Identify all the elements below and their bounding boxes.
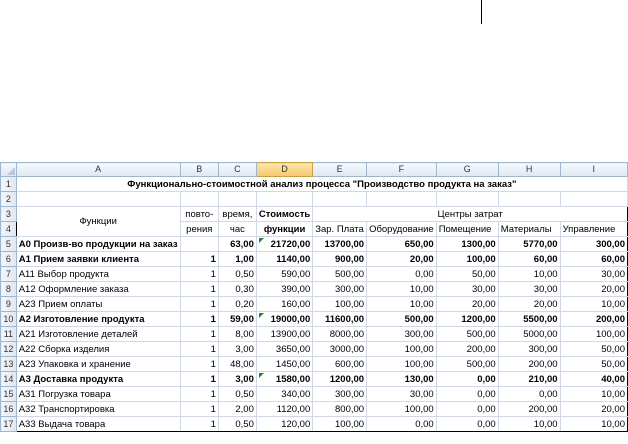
header-cost-centers-cell[interactable]: Центры затрат xyxy=(313,207,628,222)
management-cell[interactable]: 30,00 xyxy=(560,267,627,282)
salary-cell[interactable]: 500,00 xyxy=(313,267,367,282)
repeats-cell[interactable]: 1 xyxy=(180,252,218,267)
cost-cell[interactable]: 590,00 xyxy=(256,267,312,282)
cost-cell[interactable]: 13900,00 xyxy=(256,327,312,342)
time-cell[interactable]: 63,00 xyxy=(218,237,256,252)
header-time-cell[interactable]: час xyxy=(218,222,256,237)
equipment-cell[interactable]: 100,00 xyxy=(367,402,437,417)
time-cell[interactable]: 59,00 xyxy=(218,312,256,327)
salary-cell[interactable]: 300,00 xyxy=(313,387,367,402)
time-cell[interactable]: 3,00 xyxy=(218,372,256,387)
management-cell[interactable]: 10,00 xyxy=(560,417,627,432)
management-cell[interactable]: 40,00 xyxy=(560,372,627,387)
column-header-g[interactable]: G xyxy=(436,163,498,177)
cell[interactable] xyxy=(256,192,312,207)
cost-cell[interactable]: 1450,00 xyxy=(256,357,312,372)
premises-cell[interactable]: 1300,00 xyxy=(436,237,498,252)
function-name-cell[interactable]: А11 Выбор продукта xyxy=(16,267,180,282)
cost-cell[interactable] xyxy=(256,237,312,252)
repeats-cell[interactable]: 1 xyxy=(180,327,218,342)
time-cell[interactable]: 1,00 xyxy=(218,252,256,267)
header-management-cell[interactable]: Управление xyxy=(560,222,627,237)
cost-value: 21720,00 xyxy=(270,238,311,250)
premises-cell[interactable]: 0,00 xyxy=(436,402,498,417)
column-header-f[interactable]: F xyxy=(367,163,437,177)
salary-cell[interactable]: 100,00 xyxy=(313,417,367,432)
equipment-cell[interactable]: 100,00 xyxy=(367,342,437,357)
premises-cell[interactable]: 200,00 xyxy=(436,342,498,357)
time-cell[interactable]: 0,30 xyxy=(218,282,256,297)
cost-cell[interactable]: 120,00 xyxy=(256,417,312,432)
sheet-row xyxy=(1,282,628,297)
equipment-cell[interactable]: 10,00 xyxy=(367,282,437,297)
row-header[interactable]: 5 xyxy=(1,237,17,252)
function-name-cell[interactable]: А31 Погрузка товара xyxy=(16,387,180,402)
time-cell[interactable]: 0,20 xyxy=(218,297,256,312)
cost-cell[interactable]: 340,00 xyxy=(256,387,312,402)
sheet-row xyxy=(1,312,628,327)
equipment-cell[interactable]: 10,00 xyxy=(367,297,437,312)
sheet-row xyxy=(1,192,628,207)
sheet-row xyxy=(1,297,628,312)
premises-cell[interactable]: 500,00 xyxy=(436,357,498,372)
repeats-cell[interactable]: 1 xyxy=(180,387,218,402)
time-cell[interactable]: 8,00 xyxy=(218,327,256,342)
row-header[interactable]: 8 xyxy=(1,282,17,297)
materials-cell[interactable]: 5770,00 xyxy=(498,237,560,252)
sheet-row xyxy=(1,207,628,222)
row-header[interactable]: 14 xyxy=(1,372,17,387)
sheet-row xyxy=(1,327,628,342)
management-cell[interactable]: 300,00 xyxy=(560,237,627,252)
cell[interactable] xyxy=(560,192,627,207)
select-all-icon xyxy=(7,167,15,175)
salary-cell[interactable]: 11600,00 xyxy=(313,312,367,327)
salary-cell[interactable]: 600,00 xyxy=(313,357,367,372)
column-header-h[interactable]: H xyxy=(498,163,560,177)
cost-cell[interactable]: 1120,00 xyxy=(256,402,312,417)
column-header-a[interactable]: A xyxy=(16,163,180,177)
cell[interactable] xyxy=(498,192,560,207)
row-header[interactable]: 4 xyxy=(1,222,17,237)
materials-cell[interactable]: 210,00 xyxy=(498,372,560,387)
equipment-cell[interactable]: 100,00 xyxy=(367,357,437,372)
repeats-cell[interactable]: 1 xyxy=(180,402,218,417)
materials-cell[interactable]: 0,00 xyxy=(498,387,560,402)
salary-cell[interactable]: 300,00 xyxy=(313,282,367,297)
salary-cell[interactable]: 13700,00 xyxy=(313,237,367,252)
sheet-row xyxy=(1,357,628,372)
premises-cell[interactable]: 0,00 xyxy=(436,387,498,402)
header-time-cell[interactable]: время, xyxy=(218,207,256,222)
materials-cell[interactable]: 10,00 xyxy=(498,267,560,282)
sheet-row xyxy=(1,267,628,282)
sheet-row xyxy=(1,417,628,432)
function-name-cell[interactable]: А21 Изготовление деталей xyxy=(16,327,180,342)
cost-value: 19000,00 xyxy=(270,313,311,325)
header-cost-cell[interactable]: Стоимость xyxy=(256,207,312,222)
column-header-d[interactable]: D xyxy=(256,163,312,177)
function-name-cell[interactable]: А33 Выдача товара xyxy=(16,417,180,432)
repeats-cell[interactable] xyxy=(180,237,218,252)
materials-cell[interactable]: 200,00 xyxy=(498,357,560,372)
management-cell[interactable]: 20,00 xyxy=(560,282,627,297)
cost-value: 1580,00 xyxy=(275,373,311,385)
salary-cell[interactable]: 3000,00 xyxy=(313,342,367,357)
error-indicator-icon xyxy=(259,238,264,243)
header-salary-cell[interactable]: Зар. Плата xyxy=(313,222,367,237)
row-header[interactable]: 11 xyxy=(1,327,17,342)
materials-cell[interactable]: 300,00 xyxy=(498,342,560,357)
function-name-cell[interactable]: А2 Изготовление продукта xyxy=(16,312,180,327)
sheet-title-cell[interactable]: Функционально-стоимостной анализ процесса "Производство продукта на заказ" xyxy=(16,177,627,192)
cost-cell[interactable] xyxy=(256,372,312,387)
header-premises-cell[interactable]: Помещение xyxy=(436,222,498,237)
premises-cell[interactable]: 500,00 xyxy=(436,327,498,342)
row-header[interactable]: 6 xyxy=(1,252,17,267)
cost-cell[interactable] xyxy=(256,312,312,327)
row-header[interactable]: 16 xyxy=(1,402,17,417)
management-cell[interactable]: 10,00 xyxy=(560,297,627,312)
sheet-row xyxy=(1,372,628,387)
time-cell[interactable]: 2,00 xyxy=(218,402,256,417)
repeats-cell[interactable]: 1 xyxy=(180,267,218,282)
row-header[interactable]: 1 xyxy=(1,177,17,192)
cell[interactable] xyxy=(313,192,367,207)
materials-cell[interactable]: 200,00 xyxy=(498,402,560,417)
sheet-row xyxy=(1,342,628,357)
function-name-cell[interactable]: А23 Упаковка и хранение xyxy=(16,357,180,372)
sheet-row xyxy=(1,387,628,402)
function-name-cell[interactable]: А1 Прием заявки клиента xyxy=(16,252,180,267)
row-header[interactable]: 10 xyxy=(1,312,17,327)
column-header-c[interactable]: C xyxy=(218,163,256,177)
time-cell[interactable]: 0,50 xyxy=(218,267,256,282)
repeats-cell[interactable]: 1 xyxy=(180,282,218,297)
equipment-cell[interactable]: 500,00 xyxy=(367,312,437,327)
cost-cell[interactable]: 160,00 xyxy=(256,297,312,312)
header-repeats-cell[interactable]: повто- xyxy=(180,207,218,222)
cost-cell[interactable]: 1140,00 xyxy=(256,252,312,267)
row-header[interactable]: 7 xyxy=(1,267,17,282)
management-cell[interactable]: 200,00 xyxy=(560,312,627,327)
management-cell[interactable]: 60,00 xyxy=(560,252,627,267)
cost-cell[interactable]: 390,00 xyxy=(256,282,312,297)
repeats-cell[interactable]: 1 xyxy=(180,312,218,327)
error-indicator-icon xyxy=(259,313,264,318)
salary-cell[interactable]: 900,00 xyxy=(313,252,367,267)
cell[interactable] xyxy=(367,192,437,207)
row-header[interactable]: 12 xyxy=(1,342,17,357)
function-name-cell[interactable]: А32 Транспортировка xyxy=(16,402,180,417)
time-cell[interactable]: 48,00 xyxy=(218,357,256,372)
materials-cell[interactable]: 60,00 xyxy=(498,252,560,267)
sheet-row xyxy=(1,252,628,267)
salary-cell[interactable]: 8000,00 xyxy=(313,327,367,342)
premises-cell[interactable]: 30,00 xyxy=(436,282,498,297)
materials-cell[interactable]: 10,00 xyxy=(498,417,560,432)
materials-cell[interactable]: 5500,00 xyxy=(498,312,560,327)
equipment-cell[interactable]: 30,00 xyxy=(367,387,437,402)
cell[interactable] xyxy=(16,192,180,207)
cell[interactable] xyxy=(180,192,218,207)
time-cell[interactable]: 0,50 xyxy=(218,387,256,402)
repeats-cell[interactable]: 1 xyxy=(180,342,218,357)
row-header[interactable]: 9 xyxy=(1,297,17,312)
premises-cell[interactable]: 100,00 xyxy=(436,252,498,267)
repeats-cell[interactable]: 1 xyxy=(180,297,218,312)
premises-cell[interactable]: 0,00 xyxy=(436,372,498,387)
function-name-cell[interactable]: А23 Прием оплаты xyxy=(16,297,180,312)
equipment-cell[interactable]: 20,00 xyxy=(367,252,437,267)
materials-cell[interactable]: 20,00 xyxy=(498,297,560,312)
function-name-cell[interactable]: А0 Произв-во продукции на заказ xyxy=(16,237,180,252)
sheet-row xyxy=(1,177,628,192)
repeats-cell[interactable]: 1 xyxy=(180,417,218,432)
spreadsheet-grid xyxy=(0,162,628,432)
row-header[interactable]: 3 xyxy=(1,207,17,222)
equipment-cell[interactable]: 650,00 xyxy=(367,237,437,252)
function-name-cell[interactable]: А22 Сборка изделия xyxy=(16,342,180,357)
column-header-row xyxy=(1,163,628,177)
header-functions-cell[interactable]: Функции xyxy=(16,207,180,237)
cell[interactable] xyxy=(218,192,256,207)
header-repeats-cell[interactable]: рения xyxy=(180,222,218,237)
salary-cell[interactable]: 100,00 xyxy=(313,297,367,312)
equipment-cell[interactable]: 130,00 xyxy=(367,372,437,387)
row-header[interactable]: 15 xyxy=(1,387,17,402)
management-cell[interactable]: 100,00 xyxy=(560,327,627,342)
select-all-button[interactable] xyxy=(1,163,17,177)
repeats-cell[interactable]: 1 xyxy=(180,357,218,372)
salary-cell[interactable]: 800,00 xyxy=(313,402,367,417)
management-cell[interactable]: 50,00 xyxy=(560,342,627,357)
premises-cell[interactable]: 0,00 xyxy=(436,417,498,432)
spreadsheet[interactable] xyxy=(0,162,628,444)
text-cursor xyxy=(481,0,482,24)
row-header[interactable]: 2 xyxy=(1,192,17,207)
header-cost-cell[interactable]: функции xyxy=(256,222,312,237)
management-cell[interactable]: 50,00 xyxy=(560,357,627,372)
function-name-cell[interactable]: А12 Оформление заказа xyxy=(16,282,180,297)
column-header-b[interactable]: B xyxy=(180,163,218,177)
cell[interactable] xyxy=(436,192,498,207)
salary-cell[interactable]: 1200,00 xyxy=(313,372,367,387)
time-cell[interactable]: 0,50 xyxy=(218,417,256,432)
sheet-row xyxy=(1,237,628,252)
premises-cell[interactable]: 20,00 xyxy=(436,297,498,312)
row-header[interactable]: 17 xyxy=(1,417,17,432)
premises-cell[interactable]: 50,00 xyxy=(436,267,498,282)
equipment-cell[interactable]: 0,00 xyxy=(367,417,437,432)
row-header[interactable]: 13 xyxy=(1,357,17,372)
premises-cell[interactable]: 1200,00 xyxy=(436,312,498,327)
management-cell[interactable]: 10,00 xyxy=(560,387,627,402)
sheet-row xyxy=(1,402,628,417)
column-header-i[interactable]: I xyxy=(560,163,627,177)
cost-cell[interactable]: 3650,00 xyxy=(256,342,312,357)
column-header-e[interactable]: E xyxy=(313,163,367,177)
header-equipment-cell[interactable]: Оборудование xyxy=(367,222,437,237)
time-cell[interactable]: 3,00 xyxy=(218,342,256,357)
equipment-cell[interactable]: 300,00 xyxy=(367,327,437,342)
function-name-cell[interactable]: А3 Доставка продукта xyxy=(16,372,180,387)
error-indicator-icon xyxy=(259,373,264,378)
equipment-cell[interactable]: 0,00 xyxy=(367,267,437,282)
repeats-cell[interactable]: 1 xyxy=(180,372,218,387)
management-cell[interactable]: 20,00 xyxy=(560,402,627,417)
materials-cell[interactable]: 30,00 xyxy=(498,282,560,297)
header-materials-cell[interactable]: Материалы xyxy=(498,222,560,237)
materials-cell[interactable]: 5000,00 xyxy=(498,327,560,342)
